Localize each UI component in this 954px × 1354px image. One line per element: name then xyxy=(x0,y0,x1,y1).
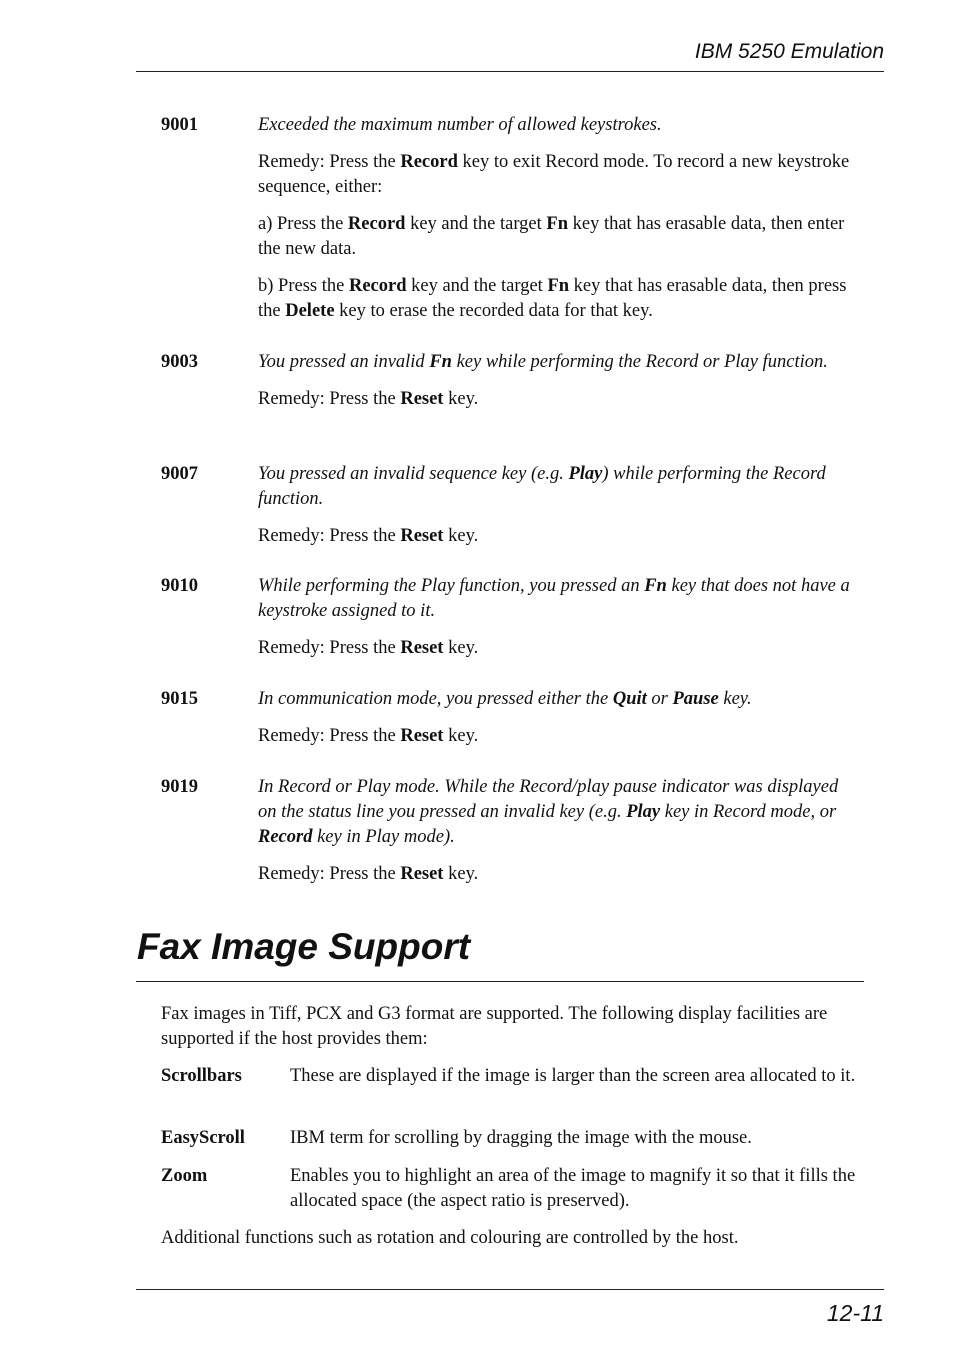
facility-term: EasyScroll xyxy=(161,1128,245,1148)
message-code: 9015 xyxy=(161,689,198,709)
key-name: Reset xyxy=(400,864,444,884)
key-name: Record xyxy=(347,214,406,234)
facility-definition: IBM term for scrolling by dragging the image with the mouse. xyxy=(290,1128,752,1148)
running-header-title: IBM 5250 Emulation xyxy=(694,40,884,63)
message-code: 9003 xyxy=(161,352,198,372)
remedy-option-b: b) Press the Record key and the target Fn key that has erasable data, then press the Delete key to erase the recorded data for that key. xyxy=(258,276,847,321)
message-description: Exceeded the maximum number of allowed keystrokes. xyxy=(258,115,662,135)
message-code: 9007 xyxy=(161,464,198,484)
section-intro: Fax images in Tiff, PCX and G3 format are supported. The following display facilities are supported if the host provides them: xyxy=(161,1004,828,1049)
key-name: Reset xyxy=(400,389,444,409)
key-name: Fn xyxy=(644,576,667,596)
facility-definition: Enables you to highlight an area of the image to magnify it so that it fills the allocated space (the aspect ratio is preserved). xyxy=(290,1166,856,1211)
key-name: Record xyxy=(348,276,407,296)
facility-item-zoom xyxy=(161,1164,861,1214)
key-name: Reset xyxy=(400,638,444,658)
key-name: Play xyxy=(568,464,603,484)
message-description: In communication mode, you pressed either the Quit or Pause key. xyxy=(258,689,752,709)
page-number: 12-11 xyxy=(826,1300,884,1326)
message-description: In Record or Play mode. While the Record/play pause indicator was displayed on the status line you pressed an invalid key (e.g. Play key in Record mode, or Record key in Play mode). xyxy=(258,777,839,847)
key-name: Fn xyxy=(546,214,568,234)
remedy-paragraph: Remedy: Press the Reset key. xyxy=(258,726,479,746)
remedy-paragraph: Remedy: Press the Reset key. xyxy=(258,638,479,658)
message-code: 9010 xyxy=(161,576,198,596)
facility-definition: These are displayed if the image is larger than the screen area allocated to it. xyxy=(290,1066,856,1086)
key-name: Quit xyxy=(612,689,647,709)
message-description: You pressed an invalid sequence key (e.g. Play) while performing the Record function. xyxy=(258,464,826,509)
section-heading: Fax Image Support xyxy=(137,926,471,967)
message-entry-9019 xyxy=(161,775,861,887)
remedy-option-a: a) Press the Record key and the target Fn key that has erasable data, then enter the new data. xyxy=(258,214,845,259)
key-name: Fn xyxy=(547,276,570,296)
key-name: Delete xyxy=(285,301,335,321)
section-rule xyxy=(136,981,864,982)
remedy-paragraph: Remedy: Press the Record key to exit Record mode. To record a new keystroke sequence, either: xyxy=(258,152,850,197)
remedy-paragraph: Remedy: Press the Reset key. xyxy=(258,526,479,546)
message-entry-9003 xyxy=(161,350,861,412)
key-name: Pause xyxy=(672,689,719,709)
message-code: 9001 xyxy=(161,115,198,135)
facility-item-easyscroll xyxy=(161,1126,861,1151)
key-name: Play xyxy=(626,802,661,822)
key-name: Fn xyxy=(429,352,452,372)
key-name: Reset xyxy=(400,526,444,546)
footer-rule xyxy=(136,1289,884,1290)
key-name: Record xyxy=(400,152,458,172)
key-name: Record xyxy=(258,827,313,847)
message-entry-9010 xyxy=(161,574,861,661)
facility-item-scrollbars xyxy=(161,1064,861,1089)
facility-term: Scrollbars xyxy=(161,1066,242,1086)
message-entry-9007 xyxy=(161,462,861,549)
message-entry-9015 xyxy=(161,687,861,749)
message-description: While performing the Play function, you pressed an Fn key that does not have a keystroke assigned to it. xyxy=(258,576,850,621)
facility-term: Zoom xyxy=(161,1166,208,1186)
message-entry-9001 xyxy=(161,113,861,324)
header-rule xyxy=(136,71,884,72)
remedy-paragraph: Remedy: Press the Reset key. xyxy=(258,864,479,884)
message-code: 9019 xyxy=(161,777,198,797)
section-closing: Additional functions such as rotation and colouring are controlled by the host. xyxy=(161,1228,739,1248)
key-name: Reset xyxy=(400,726,444,746)
remedy-paragraph: Remedy: Press the Reset key. xyxy=(258,389,479,409)
message-description: You pressed an invalid Fn key while performing the Record or Play function. xyxy=(258,352,828,372)
